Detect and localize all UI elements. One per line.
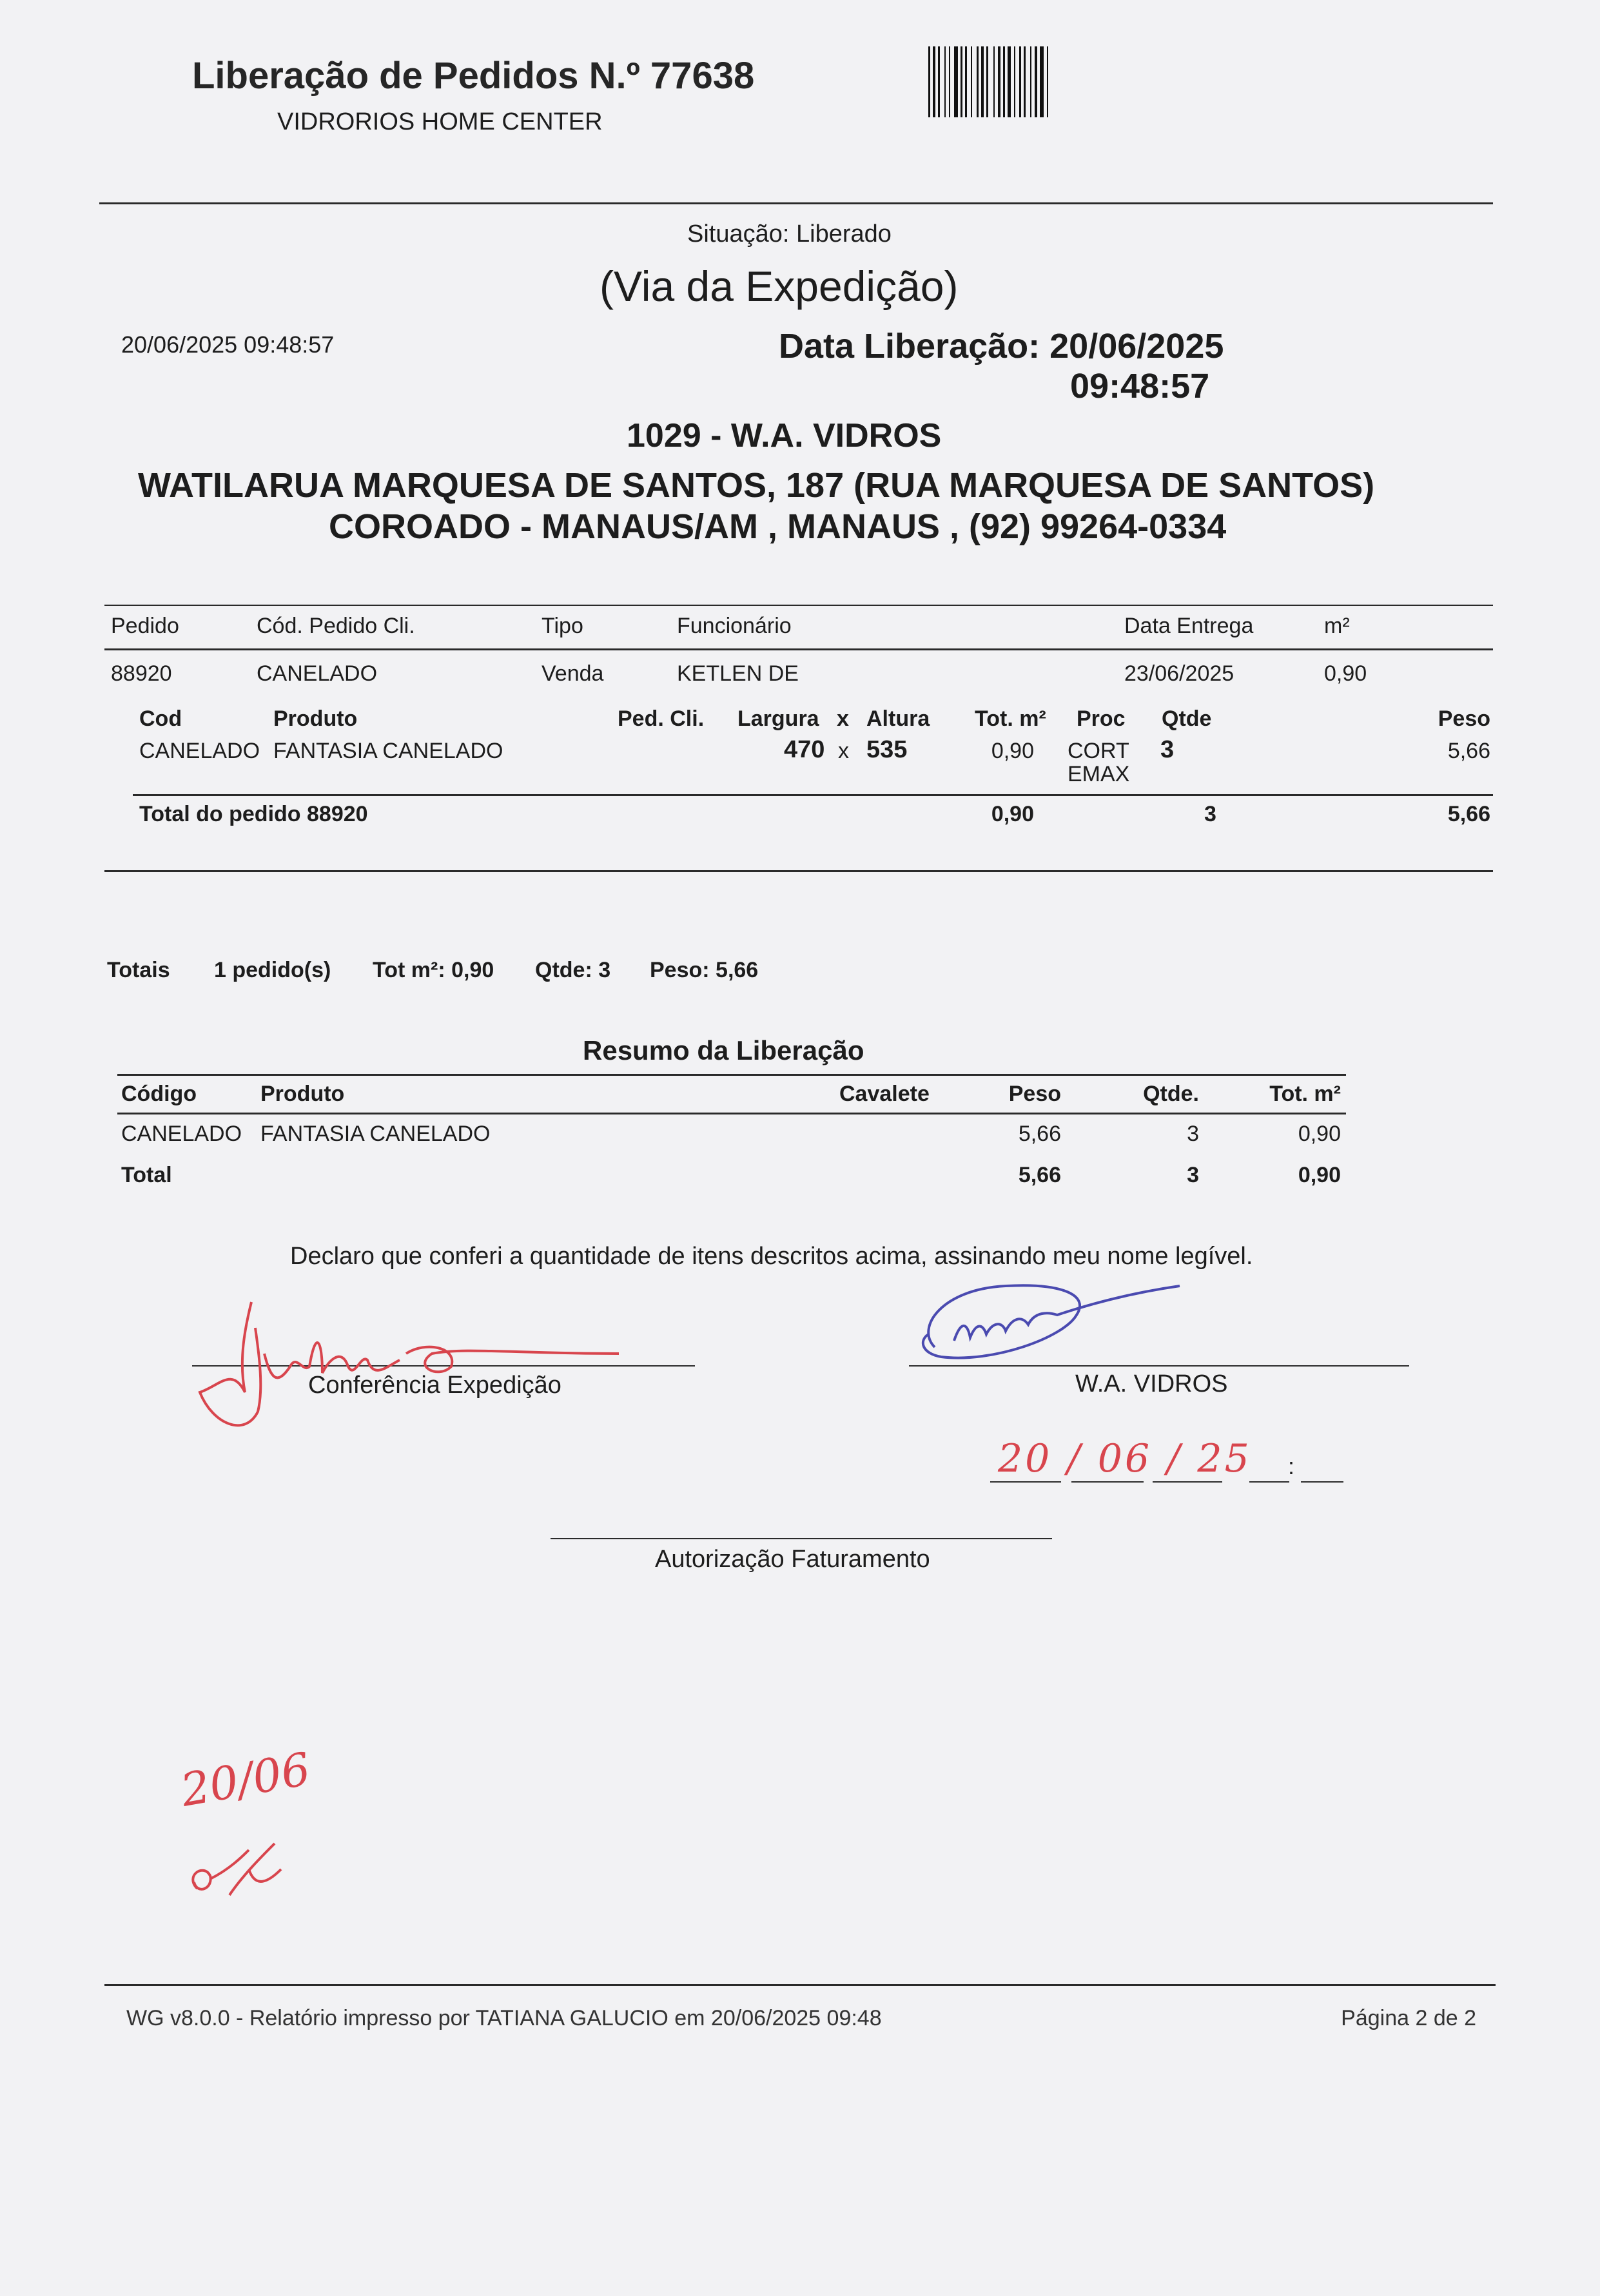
client-name: 1029 - W.A. VIDROS bbox=[627, 417, 942, 454]
signature-label-autorizacao: Autorização Faturamento bbox=[655, 1546, 930, 1573]
item-header-altura: Altura bbox=[866, 706, 930, 731]
item-header-largura: Largura bbox=[737, 706, 819, 731]
time-line-minute bbox=[1301, 1481, 1343, 1483]
hora-liberacao: 09:48:57 bbox=[1070, 367, 1210, 405]
item-header-qtde: Qtde bbox=[1162, 706, 1212, 731]
totais-pedidos: 1 pedido(s) bbox=[214, 958, 331, 982]
resumo-title: Resumo da Liberação bbox=[583, 1035, 864, 1065]
item-x: x bbox=[838, 739, 849, 763]
resumo-header-peso: Peso bbox=[1008, 1082, 1061, 1106]
resumo-header-codigo: Código bbox=[121, 1082, 197, 1106]
footer-page-number: Página 2 de 2 bbox=[1341, 2006, 1476, 2030]
client-address-line2: COROADO - MANAUS/AM , MANAUS , (92) 99264-0334 bbox=[329, 507, 1227, 546]
col-header-pedido: Pedido bbox=[111, 614, 179, 638]
totais-qtde: Qtde: 3 bbox=[535, 958, 611, 982]
resumo-total-tot-m2: 0,90 bbox=[1298, 1163, 1341, 1187]
footer-rule bbox=[104, 1984, 1496, 1986]
resumo-produto: FANTASIA CANELADO bbox=[260, 1122, 491, 1146]
time-separator: : bbox=[1288, 1453, 1295, 1479]
time-line-hour bbox=[1249, 1481, 1289, 1483]
order-table-header-rule bbox=[104, 648, 1493, 650]
item-header-proc: Proc bbox=[1077, 706, 1126, 731]
order-cod-pedido-cli: CANELADO bbox=[257, 661, 378, 686]
resumo-header-cavalete: Cavalete bbox=[839, 1082, 930, 1106]
header-divider bbox=[99, 202, 1493, 204]
item-proc-line2: EMAX bbox=[1068, 762, 1130, 786]
resumo-header-qtde: Qtde. bbox=[1143, 1082, 1199, 1106]
resumo-qtde: 3 bbox=[1187, 1122, 1199, 1146]
handwritten-date: 20 / 06 / 25 bbox=[998, 1436, 1252, 1481]
order-total-label: Total do pedido 88920 bbox=[139, 802, 368, 826]
declaration-text: Declaro que conferi a quantidade de itens descritos acima, assinando meu nome legível. bbox=[290, 1243, 1253, 1270]
footer-print-info: WG v8.0.0 - Relatório impresso por TATIANA GALUCIO em 20/06/2025 09:48 bbox=[126, 2006, 882, 2030]
handwritten-signature-conferencia bbox=[193, 1289, 632, 1437]
item-header-cod: Cod bbox=[139, 706, 182, 731]
status-situacao: Situação: Liberado bbox=[687, 220, 892, 248]
resumo-codigo: CANELADO bbox=[121, 1122, 242, 1146]
client-address-line1: WATILARUA MARQUESA DE SANTOS, 187 (RUA MARQUESA DE SANTOS) bbox=[138, 466, 1375, 505]
resumo-total-label: Total bbox=[121, 1163, 172, 1187]
resumo-header-tot-m2: Tot. m² bbox=[1269, 1082, 1341, 1106]
order-data-entrega: 23/06/2025 bbox=[1124, 661, 1234, 686]
order-pedido: 88920 bbox=[111, 661, 172, 686]
item-total-rule bbox=[133, 794, 1493, 796]
signature-label-conferencia: Conferência Expedição bbox=[308, 1372, 561, 1399]
totais-label: Totais bbox=[107, 958, 170, 982]
item-header-ped-cli: Ped. Cli. bbox=[618, 706, 705, 731]
resumo-total-qtde: 3 bbox=[1187, 1163, 1199, 1187]
item-header-x: x bbox=[837, 706, 849, 731]
item-proc-line1: CORT bbox=[1068, 739, 1129, 763]
document-title: Liberação de Pedidos N.º 77638 bbox=[192, 55, 755, 97]
item-produto: FANTASIA CANELADO bbox=[273, 739, 503, 763]
date-line-day bbox=[990, 1481, 1061, 1483]
handwritten-initials bbox=[178, 1831, 307, 1908]
resumo-top-rule bbox=[117, 1074, 1346, 1076]
order-total-m2: 0,90 bbox=[991, 802, 1034, 826]
company-name: VIDRORIOS HOME CENTER bbox=[277, 108, 603, 135]
totais-tot-m2: Tot m²: 0,90 bbox=[373, 958, 494, 982]
order-total-qtde: 3 bbox=[1204, 802, 1216, 826]
order-m2: 0,90 bbox=[1324, 661, 1367, 686]
handwritten-note: 20/06 bbox=[177, 1742, 315, 1817]
resumo-total-peso: 5,66 bbox=[1018, 1163, 1061, 1187]
item-qtde: 3 bbox=[1160, 736, 1175, 763]
item-header-peso: Peso bbox=[1438, 706, 1490, 731]
item-header-produto: Produto bbox=[273, 706, 358, 731]
handwritten-signature-client bbox=[915, 1276, 1186, 1373]
item-cod: CANELADO bbox=[139, 739, 260, 763]
item-largura: 470 bbox=[784, 736, 825, 763]
item-header-tot-m2: Tot. m² bbox=[975, 706, 1046, 731]
col-header-cod-pedido-cli: Cód. Pedido Cli. bbox=[257, 614, 415, 638]
col-header-funcionario: Funcionário bbox=[677, 614, 792, 638]
order-section-end-rule bbox=[104, 870, 1493, 872]
col-header-m2: m² bbox=[1324, 614, 1350, 638]
order-funcionario: KETLEN DE bbox=[677, 661, 799, 686]
resumo-tot-m2: 0,90 bbox=[1298, 1122, 1341, 1146]
via-label: (Via da Expedição) bbox=[600, 262, 959, 310]
totais-peso: Peso: 5,66 bbox=[650, 958, 759, 982]
barcode bbox=[928, 46, 1172, 117]
col-header-tipo: Tipo bbox=[541, 614, 583, 638]
resumo-header-rule bbox=[117, 1113, 1346, 1114]
resumo-header-produto: Produto bbox=[260, 1082, 345, 1106]
date-line-year bbox=[1153, 1481, 1222, 1483]
print-timestamp: 20/06/2025 09:48:57 bbox=[121, 331, 335, 358]
date-line-month bbox=[1071, 1481, 1144, 1483]
item-altura: 535 bbox=[866, 736, 908, 763]
signature-line-autorizacao bbox=[551, 1538, 1052, 1539]
signature-label-client: W.A. VIDROS bbox=[1075, 1370, 1228, 1397]
order-tipo: Venda bbox=[541, 661, 604, 686]
item-tot-m2: 0,90 bbox=[991, 739, 1034, 763]
order-total-peso: 5,66 bbox=[1447, 802, 1490, 826]
col-header-data-entrega: Data Entrega bbox=[1124, 614, 1254, 638]
order-table-top-rule bbox=[104, 605, 1493, 606]
item-peso: 5,66 bbox=[1447, 739, 1490, 763]
data-liberacao: Data Liberação: 20/06/2025 bbox=[779, 327, 1224, 365]
resumo-peso: 5,66 bbox=[1018, 1122, 1061, 1146]
